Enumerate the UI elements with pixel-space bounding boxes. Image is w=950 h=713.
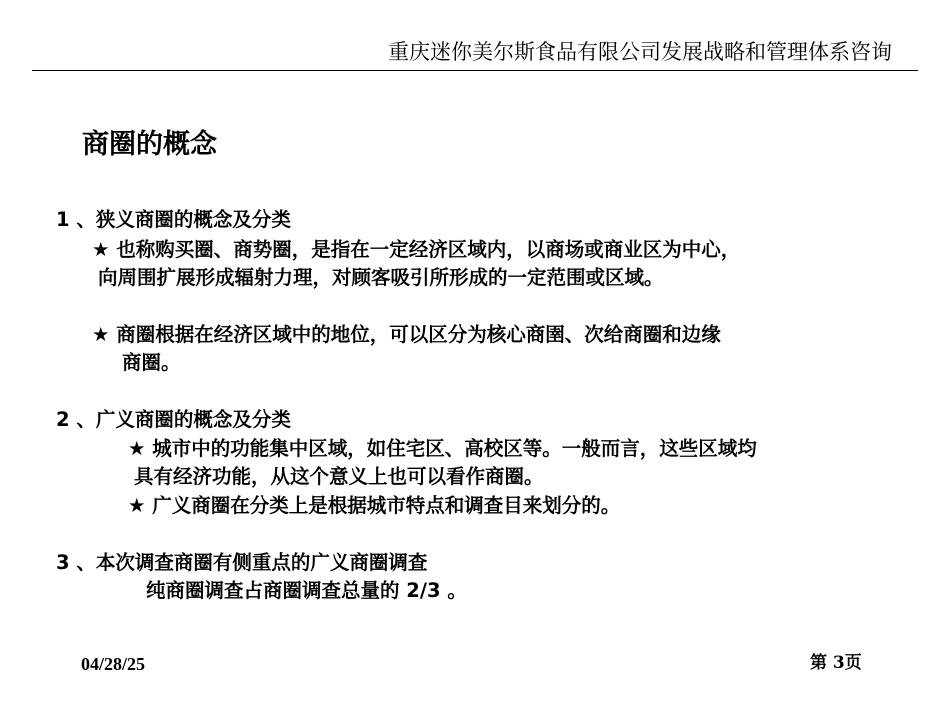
header-title: 重庆迷你美尔斯食品有限公司发展战略和管理体系咨询: [388, 40, 892, 64]
section-1-heading: 1 、狭义商圈的概念及分类: [56, 208, 291, 231]
footer-date: 04/28/25: [81, 654, 146, 674]
section-3-heading: 3 、本次调查商圈有侧重点的广义商圈调查: [56, 551, 428, 574]
section-2-bullet-1-line-1: ★ 城市中的功能集中区域，如住宅区、高校区等。一般而言，这些区域均: [128, 437, 757, 460]
slide-title: 商圈的概念: [82, 129, 217, 160]
footer-page-number: 第 3页: [810, 653, 862, 673]
section-1-bullet-2-line-2: 商圈。: [122, 351, 181, 374]
section-1-bullet-2-line-1: ★ 商圈根据在经济区域中的地位，可以区分为核心商圉、次给商圈和边缘: [92, 323, 721, 346]
header-divider: [32, 70, 918, 71]
section-2-heading: 2 、广义商圈的概念及分类: [56, 408, 291, 431]
section-1-bullet-1-line-1: ★ 也称购买圈、商势圈，是指在一定经济区域内，以商场或商业区为中心，: [92, 238, 741, 261]
section-1-bullet-1-line-2: 向周围扩展形成辐射力理，对顾客吸引所形成的一定范围或区域。: [98, 266, 664, 289]
section-3-note: 纯商圈调查占商圈调查总量的 2/3 。: [146, 579, 467, 602]
section-2-bullet-1-line-2: 具有经济功能，从这个意义上也可以看作商圈。: [134, 465, 544, 488]
section-2-bullet-2-line-1: ★ 广义商圈在分类上是根据城市特点和调查目来划分的。: [128, 494, 621, 517]
